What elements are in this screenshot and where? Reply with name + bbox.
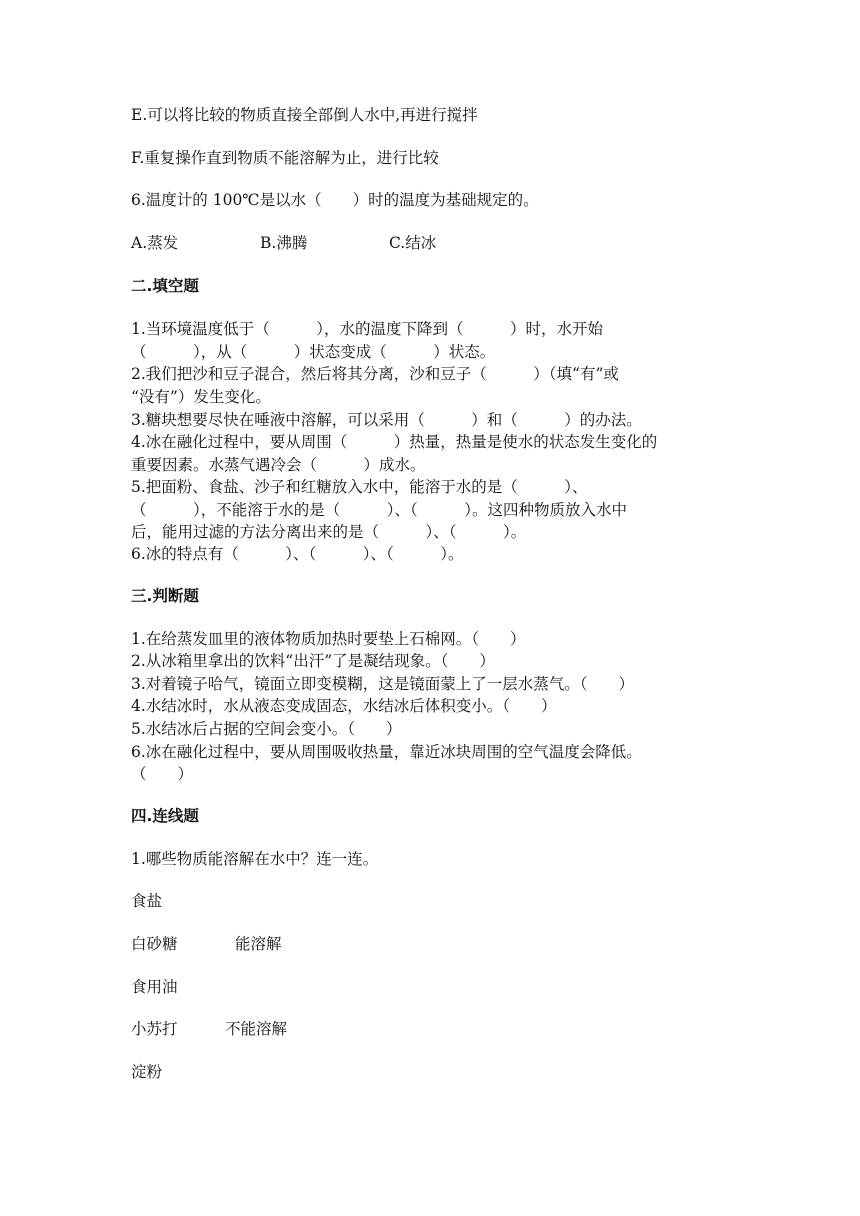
- matching-left-item: 白砂糖: [131, 935, 178, 953]
- fill-line: 5.把面粉、食盐、沙子和红糖放入水中，能溶于水的是（ ）、: [131, 478, 588, 496]
- fill-line: 3.糖块想要尽快在唾液中溶解，可以采用（ ）和（ ）的办法。: [131, 411, 642, 429]
- option-a: A.蒸发: [131, 234, 179, 252]
- matching-left-item: 小苏打: [131, 1020, 178, 1038]
- section-heading-matching: 四.连线题: [131, 807, 199, 825]
- judge-line: 3.对着镜子哈气，镜面立即变模糊，这是镜面蒙上了一层水蒸气。（ ）: [131, 675, 635, 693]
- fill-line: 2.我们把沙和豆子混合，然后将其分离，沙和豆子（ ）（填“有”或: [131, 365, 619, 383]
- matching-right-item: 不能溶解: [225, 1020, 288, 1038]
- section-heading-true-false: 三.判断题: [131, 587, 199, 605]
- option-e: E.可以将比较的物质直接全部倒人水中,再进行搅拌: [131, 106, 478, 124]
- fill-line: 1.当环境温度低于（ ），水的温度下降到（ ）时，水开始: [131, 320, 604, 338]
- matching-question: 1.哪些物质能溶解在水中？连一连。: [131, 850, 379, 868]
- judge-line: 6.冰在融化过程中，要从周围吸收热量，靠近冰块周围的空气温度会降低。: [131, 743, 642, 761]
- fill-line: 6.冰的特点有（ ）、（ ）、（ ）。: [131, 545, 464, 563]
- judge-line: 2.从冰箱里拿出的饮料“出汗”了是凝结现象。（ ）: [131, 652, 495, 670]
- option-b: B.沸腾: [260, 234, 308, 252]
- fill-line: （ ），不能溶于水的是（ ）、（ ）。这四种物质放入水中: [131, 501, 628, 519]
- judge-line: 1.在给蒸发皿里的液体物质加热时要垫上石棉网。（ ）: [131, 630, 526, 648]
- judge-line: 4.水结冰时，水从液态变成固态，水结冰后体积变小。（ ）: [131, 697, 557, 715]
- fill-line: 重要因素。水蒸气遇冷会（ ）成水。: [131, 456, 426, 474]
- judge-line: （ ）: [131, 765, 194, 783]
- question-6: 6.温度计的 100℃是以水（ ）时的温度为基础规定的。: [131, 191, 539, 209]
- option-f: F.重复操作直到物质不能溶解为止，进行比较: [131, 149, 439, 167]
- matching-left-item: 食盐: [131, 892, 163, 910]
- matching-right-item: 能溶解: [235, 935, 282, 953]
- fill-line: 4.冰在融化过程中，要从周围（ ）热量，热量是使水的状态发生变化的: [131, 433, 658, 451]
- fill-line: 后，能用过滤的方法分离出来的是（ ）、（ ）。: [131, 523, 527, 541]
- fill-line: （ ），从（ ）状态变成（ ）状态。: [131, 343, 496, 361]
- fill-line: “没有”）发生变化。: [131, 388, 271, 406]
- matching-left-item: 淀粉: [131, 1063, 163, 1081]
- judge-line: 5.水结冰后占据的空间会变小。（ ）: [131, 720, 402, 738]
- option-c: C.结冰: [389, 234, 437, 252]
- section-heading-fill-blank: 二.填空题: [131, 277, 199, 295]
- matching-left-item: 食用油: [131, 978, 178, 996]
